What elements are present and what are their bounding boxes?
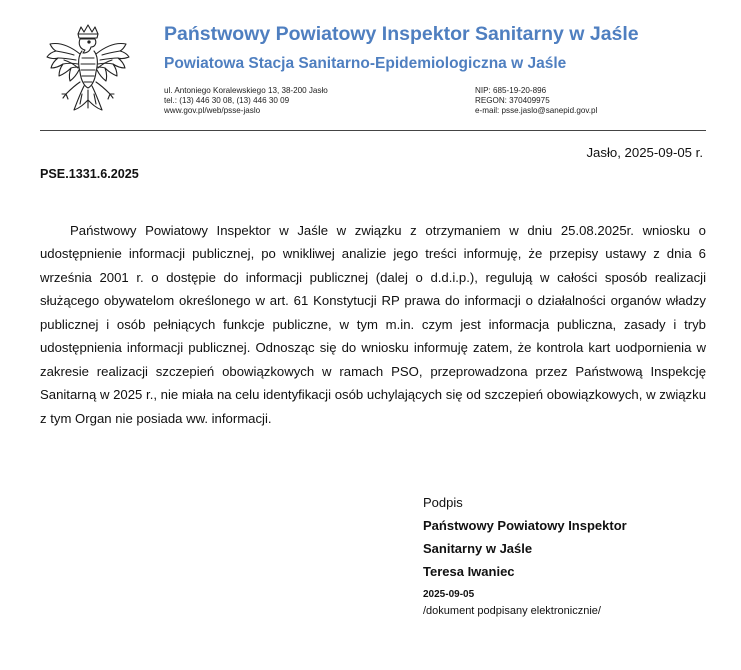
header-divider (40, 130, 706, 131)
nip-number: NIP: 685-19-20-896 (475, 86, 547, 95)
letter-body: Państwowy Powiatowy Inspektor w Jaśle w związku z otrzymaniem w dniu 25.08.2025r. wniosku o udostępnienie informacji publicznej, po wnikliwej analizie jego treści informuję, że przepisy ustawy z dnia 6 września 2001 r. o dostępie do informacji publicznej (dalej o d.d.i.p.), regulują w całości sposób realizacji służącego obywatelom określonego w art. 61 Konstytucji RP prawa do informacji o działalności organów władzy publicznej i osób pełniących funkcje publiczne, w tym m.in. czym jest informacja publiczna, zasady i tryb udostępnienia informacji publicznej. Odnosząc się do wniosku informuję zatem, że kontrola kart uodpornienia w zakresie realizacji szczepień obowiązkowych w ramach PSO, przeprowadzona przez Państwową Inspekcję Sanitarną w 2025 r., nie miała na celu identyfikacji osób uchylających się od szczepień obowiązkowych, w związku z tym Organ nie posiada ww. informacji. (40, 223, 706, 426)
case-number: PSE.1331.6.2025 (40, 167, 139, 181)
signature-block (423, 493, 627, 620)
institution-name: Państwowy Powiatowy Inspektor Sanitarny w Jaśle (164, 23, 639, 45)
station-name: Powiatowa Stacja Sanitarno-Epidemiologiczna w Jaśle (164, 55, 567, 72)
signatory-title-line2: Sanitarny w Jaśle (423, 541, 533, 556)
email-address: e-mail: psse.jaslo@sanepid.gov.pl (475, 106, 598, 115)
phone-numbers: tel.: (13) 446 30 08, (13) 446 30 09 (164, 96, 290, 105)
contact-registry-block (475, 86, 597, 116)
signature-label: Podpis (423, 495, 463, 510)
contact-address-block (164, 86, 328, 116)
regon-number: REGON: 370409975 (475, 96, 550, 105)
signature-date: 2025-09-05 (423, 589, 475, 600)
signatory-name: Teresa Iwaniec (423, 564, 515, 579)
address: ul. Antoniego Koralewskiego 13, 38-200 Jasło (164, 86, 328, 95)
place-date: Jasło, 2025-09-05 r. (586, 145, 703, 160)
electronic-signature-note: /dokument podpisany elektronicznie/ (423, 605, 601, 617)
website: www.gov.pl/web/psse-jaslo (164, 106, 261, 115)
signatory-title-line1: Państwowy Powiatowy Inspektor (423, 518, 627, 533)
polish-eagle-emblem-icon (44, 24, 132, 124)
